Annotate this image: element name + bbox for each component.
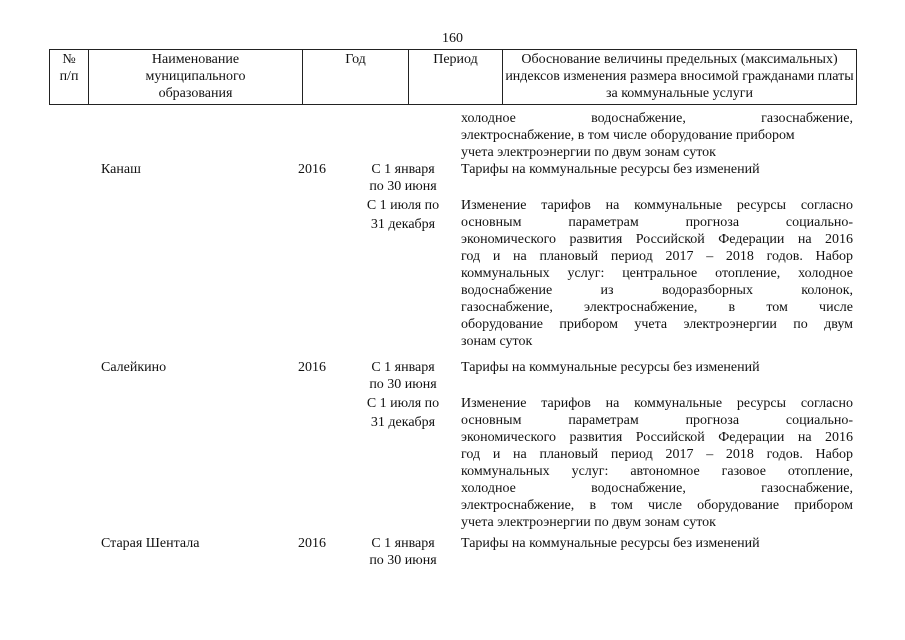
header-municipality-line: муниципального [145,69,246,84]
period-line: 31 декабря [370,415,436,430]
header-basis [502,50,857,104]
text-line: оборудование прибором учета электроэнергии по двум [461,317,853,332]
period-line: С 1 июля по [366,198,440,213]
text-line: коммунальных услуг: автономное газовое отопление, [461,464,853,479]
basis-cell: Тарифы на коммунальные ресурсы без изменений [461,360,760,375]
header-number [49,50,88,104]
municipality-name: Салейкино [101,360,167,375]
text-line: электроснабжение, в том числе оборудование прибором [461,498,853,513]
basis-cell [461,395,853,531]
header-basis-line: за коммунальные услуги [605,86,754,101]
header-period: Период [408,50,502,104]
basis-cell: Тарифы на коммунальные ресурсы без изменений [461,162,760,177]
municipality-name: Канаш [101,162,141,177]
year-cell: 2016 [298,360,326,375]
period-cell [353,535,453,569]
period-line: 31 декабря [370,217,436,232]
text-line: год и на плановый период 2017 – 2018 годов. Набор [461,249,853,264]
period-cell [353,197,453,233]
period-cell [353,395,453,431]
period-line: С 1 января [371,162,435,177]
table-header [49,49,857,105]
text-line: газоснабжение, электроснабжение, в том числе [461,300,853,315]
header-basis-line: Обоснование величины предельных (максимальных) [521,52,838,67]
page-number: 160 [442,31,463,46]
text-line: Изменение тарифов на коммунальные ресурсы согласно [461,198,853,213]
period-line: С 1 января [371,536,435,551]
year-cell: 2016 [298,162,326,177]
text-line: холодное водоснабжение, газоснабжение, [461,481,853,496]
period-cell [353,161,453,195]
period-line: С 1 января [371,360,435,375]
header-municipality-line: Наименование [151,52,240,67]
text-line: учета электроэнергии по двум зонам суток [461,515,716,530]
text-line: основным параметрам прогноза социально- [461,215,853,230]
header-number-line: п/п [59,69,79,84]
period-line: по 30 июня [369,377,437,392]
year-cell: 2016 [298,536,326,551]
text-line: экономического развития Российской Федерации на 2016 [461,232,853,247]
period-cell [353,359,453,393]
period-line: С 1 июля по [366,396,440,411]
header-year: Год [302,50,408,104]
text-line: экономического развития Российской Федерации на 2016 [461,430,853,445]
municipality-name: Старая Шентала [101,536,200,551]
header-basis-line: индексов изменения размера вносимой гражданами платы [505,69,854,84]
text-line: Изменение тарифов на коммунальные ресурсы согласно [461,396,853,411]
header-municipality [88,50,302,104]
text-line: коммунальных услуг: центральное отопление, холодное [461,266,853,281]
text-line: электроснабжение, в том числе оборудование прибором [461,128,795,143]
text-line: водоснабжение из водоразборных колонок, [461,283,853,298]
period-line: по 30 июня [369,553,437,568]
basis-cell [461,197,853,350]
text-line: год и на плановый период 2017 – 2018 годов. Набор [461,447,853,462]
header-municipality-line: образования [158,86,233,101]
text-line: основным параметрам прогноза социально- [461,413,853,428]
continuation-text [461,110,853,161]
text-line: холодное водоснабжение, газоснабжение, [461,111,853,126]
period-line: по 30 июня [369,179,437,194]
text-line: учета электроэнергии по двум зонам суток [461,145,716,160]
basis-cell: Тарифы на коммунальные ресурсы без изменений [461,536,760,551]
header-number-line: № [62,52,76,67]
text-line: зонам суток [461,334,533,349]
